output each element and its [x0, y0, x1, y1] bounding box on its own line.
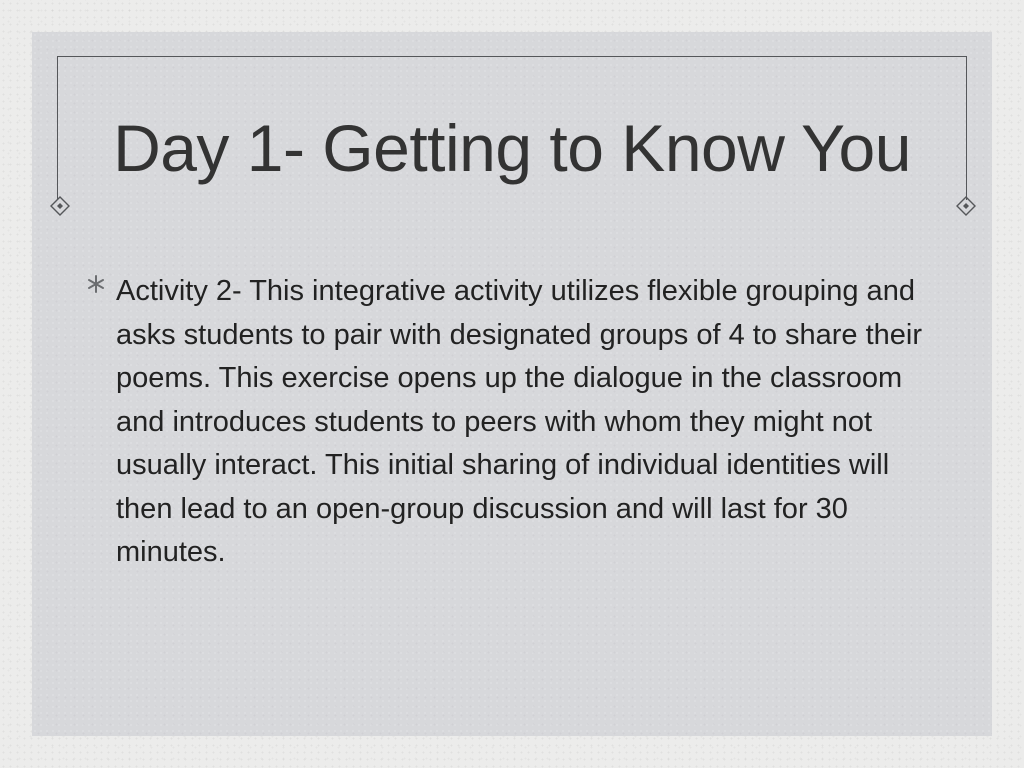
- title-frame-right-line: [966, 56, 967, 200]
- bullet-item: [84, 270, 944, 575]
- bullet-text: Activity 2- This integrative activity utilizes flexible grouping and asks students to pair with designated groups of 4 to share their poems. This exercise opens up the dialogue in the classroom and introduces students to peers with whom they might not usually interact. This initial sharing of individual identities will then lead to an open-group discussion and will last for 30 minutes.: [116, 275, 923, 568]
- diamond-ornament-icon: [50, 196, 70, 216]
- slide-title: Day 1- Getting to Know You: [113, 111, 911, 185]
- diamond-ornament-icon: [956, 196, 976, 216]
- title-frame-top-line: [57, 56, 967, 57]
- title-frame-left-line: [57, 56, 58, 200]
- asterisk-bullet-icon: [84, 272, 108, 296]
- slide: [32, 32, 992, 736]
